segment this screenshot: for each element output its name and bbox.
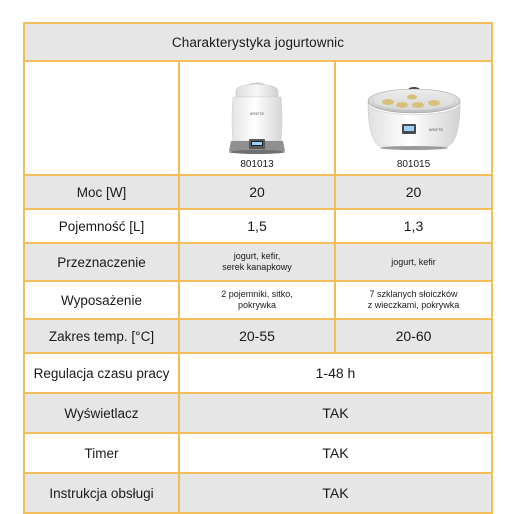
purpose-line: jogurt, kefir: [391, 256, 436, 267]
equipment-line: pokrywka: [237, 300, 276, 310]
product-code: 801013: [240, 159, 274, 170]
capacity-value-2: 1,3: [335, 209, 492, 243]
equipment-value-1: [179, 281, 335, 319]
row-label-capacity: Pojemność [L]: [24, 209, 179, 243]
equipment-value-2: [335, 281, 492, 319]
purpose-line: serek kanapkowy: [222, 262, 292, 272]
purpose-value-2: [335, 243, 492, 281]
equipment-line: 7 szklanych słoiczków: [369, 289, 458, 299]
row-label-timer: Timer: [24, 433, 179, 473]
wide-yogurt-maker-image: [362, 77, 466, 157]
tall-yogurt-maker-image: [222, 77, 292, 157]
row-label-time-regulation: Regulacja czasu pracy: [24, 353, 179, 393]
capacity-value-1: 1,5: [179, 209, 335, 243]
temp-range-value-2: 20-60: [335, 319, 492, 353]
brand-logo: ARIETE: [428, 127, 443, 132]
product-cell-1: [179, 61, 335, 175]
equipment-line: z wieczkami, pokrywka: [367, 300, 460, 310]
purpose-line: jogurt, kefir,: [233, 251, 281, 261]
display-value: TAK: [179, 393, 492, 433]
purpose-value-1: [179, 243, 335, 281]
manual-value: TAK: [179, 473, 492, 513]
temp-range-value-1: 20-55: [179, 319, 335, 353]
row-label-power: Moc [W]: [24, 175, 179, 209]
row-label-equipment: Wyposażenie: [24, 281, 179, 319]
table-title: Charakterystyka jogurtownic: [24, 23, 492, 61]
spec-table: [23, 22, 493, 514]
equipment-line: 2 pojemniki, sitko,: [221, 289, 293, 299]
empty-header-cell: [24, 61, 179, 175]
row-label-manual: Instrukcja obsługi: [24, 473, 179, 513]
power-value-2: 20: [335, 175, 492, 209]
row-label-display: Wyświetlacz: [24, 393, 179, 433]
timer-value: TAK: [179, 433, 492, 473]
brand-logo: ARIETE: [249, 111, 265, 116]
product-code: 801015: [396, 159, 431, 170]
power-value-1: 20: [179, 175, 335, 209]
row-label-temp-range: Zakres temp. [°C]: [24, 319, 179, 353]
product-cell-2: [335, 61, 492, 175]
row-label-purpose: Przeznaczenie: [24, 243, 179, 281]
time-regulation-value: 1-48 h: [179, 353, 492, 393]
